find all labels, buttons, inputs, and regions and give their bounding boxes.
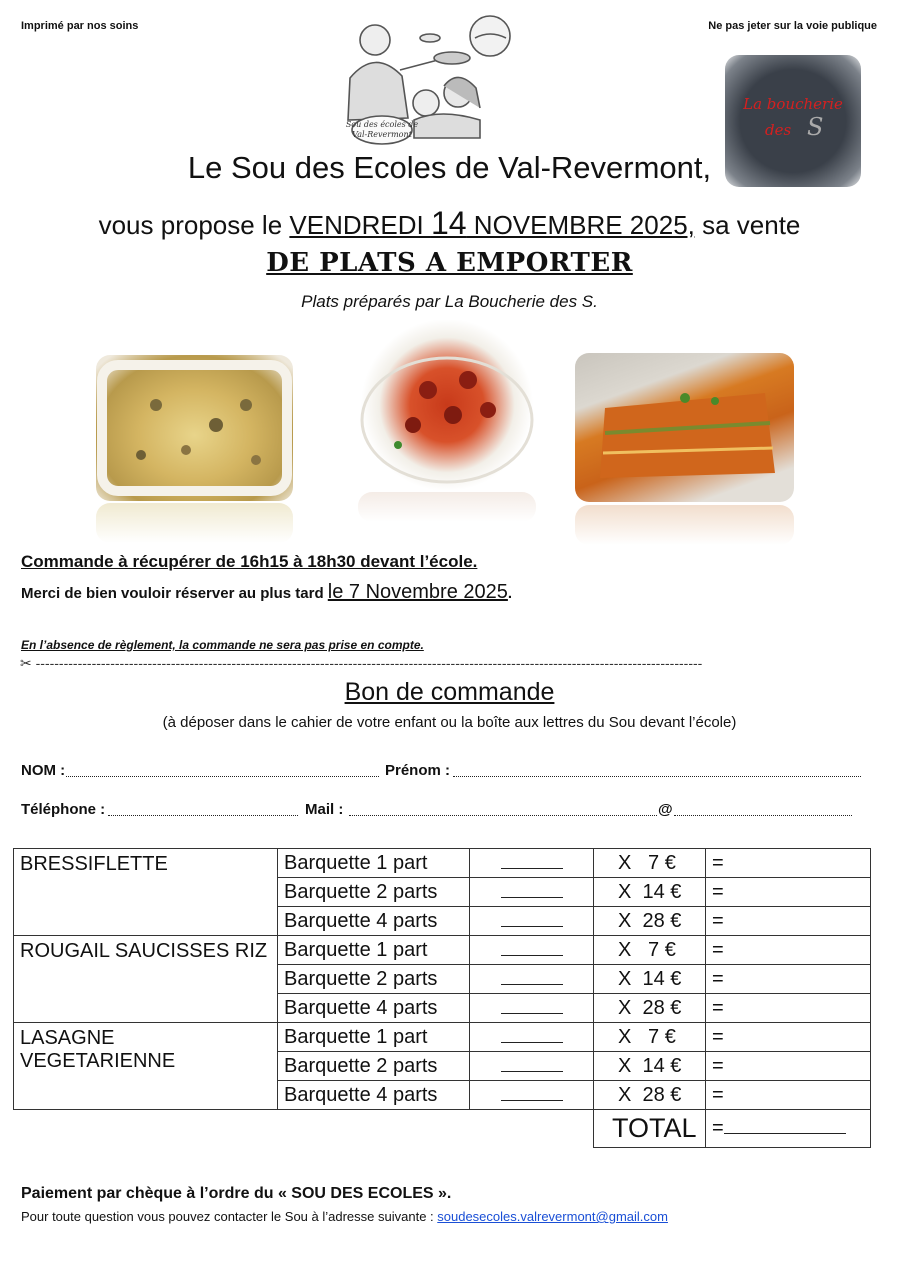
telephone-label: Téléphone :	[21, 801, 106, 818]
reserve-info	[21, 581, 512, 604]
quantity-input[interactable]	[470, 849, 594, 878]
at-sign: @	[658, 801, 673, 818]
price-cell	[594, 907, 706, 936]
bressiflette-dish-drawing	[96, 355, 293, 501]
cut-dashes: -----------------------------------------------------------------------------------------------------------------------------------------------	[35, 655, 703, 671]
order-form-subtitle: (à déposer dans le cahier de votre enfant ou la boîte aux lettres du Sou devant l’école)	[162, 714, 737, 731]
prepared-by: Plats préparés par La Boucherie des S.	[301, 292, 598, 311]
mail-field-user[interactable]	[349, 805, 657, 816]
quantity-input[interactable]	[470, 965, 594, 994]
price-cell	[594, 849, 706, 878]
printed-note: Imprimé par nos soins	[21, 20, 139, 32]
rougail-image	[358, 320, 536, 490]
subtotal-cell[interactable]	[706, 1081, 871, 1110]
pack-label: Barquette 1 part	[278, 849, 470, 878]
pack-label: Barquette 4 parts	[278, 994, 470, 1023]
quantity-input[interactable]	[470, 1052, 594, 1081]
order-table	[13, 848, 871, 1148]
quantity-input[interactable]	[470, 994, 594, 1023]
prenom-field[interactable]	[453, 766, 861, 777]
equals-sign: =	[712, 967, 724, 990]
total-label: TOTAL	[594, 1110, 706, 1148]
subtotal-cell[interactable]	[706, 1052, 871, 1081]
price-cell	[594, 1081, 706, 1110]
times-sign: X	[618, 1054, 632, 1077]
contact-line	[21, 1209, 668, 1224]
equals-sign: =	[712, 880, 724, 903]
bressiflette-image	[96, 355, 293, 501]
contact-prefix: Pour toute question vous pouvez contacter le Sou à l’adresse suivante :	[21, 1209, 438, 1224]
subtotal-cell[interactable]	[706, 878, 871, 907]
price-value: 7 €	[648, 938, 676, 961]
price-value: 28 €	[642, 1083, 682, 1106]
event-suffix: sa vente	[694, 210, 801, 240]
price-cell	[594, 936, 706, 965]
bressiflette-reflection	[96, 503, 293, 543]
total-equals: =	[712, 1117, 724, 1139]
times-sign: X	[618, 909, 632, 932]
sou-logo-text-1: Sou des écoles de	[345, 120, 419, 129]
no-litter-note: Ne pas jeter sur la voie publique	[708, 20, 877, 32]
mail-field-domain[interactable]	[674, 805, 852, 816]
pickup-info: Commande à récupérer de 16h15 à 18h30 devant l’école.	[21, 552, 478, 571]
price-cell	[594, 965, 706, 994]
prenom-label: Prénom :	[385, 762, 451, 779]
pack-label: Barquette 4 parts	[278, 907, 470, 936]
equals-sign: =	[712, 996, 724, 1019]
quantity-input[interactable]	[470, 1081, 594, 1110]
total-value[interactable]	[706, 1110, 871, 1148]
price-cell	[594, 1023, 706, 1052]
quantity-input[interactable]	[470, 878, 594, 907]
price-value: 7 €	[648, 851, 676, 874]
pack-label: Barquette 1 part	[278, 1023, 470, 1052]
event-date: NOVEMBRE 2025,	[466, 210, 695, 240]
nom-label: NOM :	[21, 762, 66, 779]
price-value: 14 €	[642, 967, 682, 990]
table-row	[14, 936, 871, 965]
event-prefix: vous propose le	[98, 210, 290, 240]
subtotal-cell[interactable]	[706, 1023, 871, 1052]
times-sign: X	[618, 938, 632, 961]
pack-label: Barquette 1 part	[278, 936, 470, 965]
equals-sign: =	[712, 1025, 724, 1048]
payment-warning: En l’absence de règlement, la commande ne sera pas prise en compte.	[21, 638, 424, 652]
price-value: 7 €	[648, 1025, 676, 1048]
reserve-prefix: Merci de bien vouloir réserver au plus tard	[21, 585, 328, 602]
page-title: Le Sou des Ecoles de Val-Revermont,	[187, 150, 712, 185]
price-cell	[594, 994, 706, 1023]
rougail-reflection	[358, 492, 536, 522]
quantity-input[interactable]	[470, 936, 594, 965]
reserve-date: le 7 Novembre 2025	[327, 581, 508, 603]
subtotal-cell[interactable]	[706, 994, 871, 1023]
total-row	[14, 1110, 871, 1148]
dish-name: LASAGNE VEGETARIENNE	[14, 1023, 278, 1110]
times-sign: X	[618, 1025, 632, 1048]
quantity-input[interactable]	[470, 1023, 594, 1052]
table-row	[14, 849, 871, 878]
pack-label: Barquette 2 parts	[278, 878, 470, 907]
times-sign: X	[618, 1083, 632, 1106]
scissors-icon: ✂	[20, 655, 32, 671]
event-line	[0, 205, 899, 242]
equals-sign: =	[712, 1054, 724, 1077]
price-value: 28 €	[642, 909, 682, 932]
payment-line: Paiement par chèque à l’ordre du « SOU DES ECOLES ».	[21, 1185, 452, 1202]
sou-logo-drawing	[330, 8, 520, 148]
order-form-title: Bon de commande	[344, 678, 555, 706]
quantity-input[interactable]	[470, 907, 594, 936]
sou-logo-text-2: Val-Revermont	[352, 130, 412, 139]
telephone-field[interactable]	[108, 805, 298, 816]
times-sign: X	[618, 996, 632, 1019]
lasagne-image	[575, 353, 794, 502]
reserve-suffix: .	[507, 585, 513, 602]
pack-label: Barquette 2 parts	[278, 1052, 470, 1081]
cut-line	[20, 655, 875, 672]
price-cell	[594, 878, 706, 907]
subtotal-cell[interactable]	[706, 849, 871, 878]
lasagne-reflection	[575, 505, 794, 545]
sale-heading: DE PLATS A EMPORTER	[266, 248, 633, 278]
subtotal-cell[interactable]	[706, 907, 871, 936]
equals-sign: =	[712, 909, 724, 932]
boucherie-logo-letter: S	[807, 113, 824, 141]
pack-label: Barquette 2 parts	[278, 965, 470, 994]
price-value: 14 €	[642, 880, 682, 903]
subtotal-cell[interactable]	[706, 965, 871, 994]
price-value: 14 €	[642, 1054, 682, 1077]
boucherie-logo-line2: des	[765, 121, 792, 139]
event-day-number: 14	[430, 205, 467, 241]
pack-label: Barquette 4 parts	[278, 1081, 470, 1110]
lasagne-dish-drawing	[575, 353, 794, 502]
equals-sign: =	[712, 938, 724, 961]
dish-name: BRESSIFLETTE	[14, 849, 278, 936]
rougail-dish-drawing	[358, 320, 536, 490]
nom-field[interactable]	[66, 766, 379, 777]
subtotal-cell[interactable]	[706, 936, 871, 965]
boucherie-logo-line1: La boucherie	[743, 95, 843, 113]
times-sign: X	[618, 851, 632, 874]
equals-sign: =	[712, 1083, 724, 1106]
equals-sign: =	[712, 851, 724, 874]
price-value: 28 €	[642, 996, 682, 1019]
table-row	[14, 1023, 871, 1052]
contact-email-link[interactable]: soudesecoles.valrevermont@gmail.com	[437, 1209, 668, 1224]
price-cell	[594, 1052, 706, 1081]
mail-label: Mail :	[305, 801, 344, 818]
times-sign: X	[618, 967, 632, 990]
event-day: VENDREDI	[289, 210, 431, 240]
dish-name: ROUGAIL SAUCISSES RIZ	[14, 936, 278, 1023]
sou-logo	[330, 8, 520, 148]
times-sign: X	[618, 880, 632, 903]
